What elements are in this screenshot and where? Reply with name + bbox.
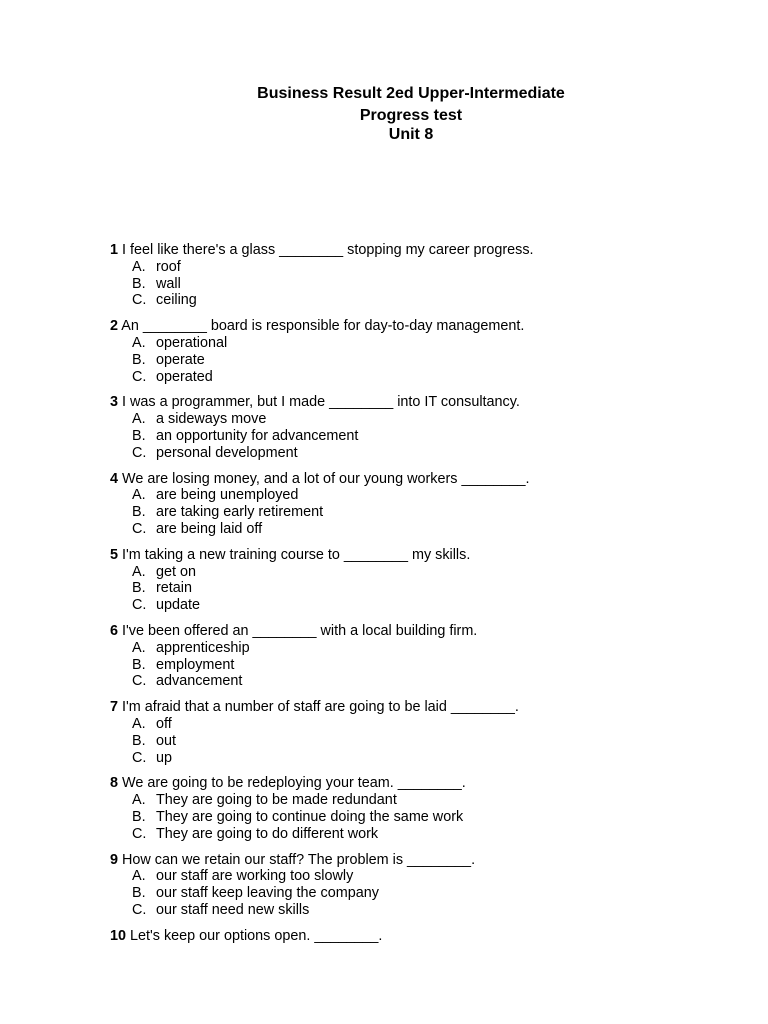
option-letter: C. <box>132 292 147 309</box>
option-text: They are going to be made redundant <box>156 792 397 809</box>
question-text: An ________ board is responsible for day-to-day management. <box>121 318 525 335</box>
answer-option <box>132 292 750 309</box>
answer-option <box>132 428 750 445</box>
option-text: operational <box>156 334 228 351</box>
question-item <box>110 394 750 461</box>
answer-option <box>132 792 750 809</box>
option-text: They are going to continue doing the same work <box>156 808 464 825</box>
question-stem <box>110 623 750 640</box>
question-stem <box>110 775 750 792</box>
document-title: Business Result 2ed Upper-Intermediate <box>257 85 565 102</box>
option-letter: A. <box>132 563 146 580</box>
option-text: our staff are working too slowly <box>156 868 354 885</box>
answer-option <box>132 276 750 293</box>
option-letter: C. <box>132 597 147 614</box>
question-text: I'm afraid that a number of staff are going to be laid ________. <box>122 699 519 716</box>
option-letter: A. <box>132 792 146 809</box>
answer-option <box>132 597 750 614</box>
question-number: 8 <box>110 775 119 792</box>
question-stem <box>110 928 750 945</box>
answer-options <box>110 335 750 385</box>
answer-option <box>132 826 750 843</box>
option-letter: B. <box>132 885 146 902</box>
question-text: We are losing money, and a lot of our young workers ________. <box>122 470 530 487</box>
option-text: are being unemployed <box>156 487 299 504</box>
option-letter: C. <box>132 520 147 537</box>
question-text: I've been offered an ________ with a local building firm. <box>122 622 478 639</box>
answer-option <box>132 487 750 504</box>
question-number: 3 <box>110 394 119 411</box>
option-text: advancement <box>156 673 243 690</box>
option-letter: B. <box>132 427 146 444</box>
answer-option <box>132 640 750 657</box>
answer-option <box>132 868 750 885</box>
question-stem <box>110 471 750 488</box>
unit-label: Unit 8 <box>388 126 434 143</box>
option-text: update <box>156 597 201 614</box>
option-text: our staff keep leaving the company <box>156 885 379 902</box>
option-text: are taking early retirement <box>156 504 324 521</box>
option-text: get on <box>156 563 197 580</box>
option-text: retain <box>156 580 192 597</box>
option-text: an opportunity for advancement <box>156 427 359 444</box>
option-letter: B. <box>132 504 146 521</box>
option-text: employment <box>156 656 235 673</box>
answer-options <box>110 716 750 766</box>
answer-option <box>132 673 750 690</box>
question-item <box>110 318 750 385</box>
option-text: up <box>156 749 173 766</box>
question-number: 1 <box>110 242 119 258</box>
answer-options <box>110 259 750 309</box>
option-letter: A. <box>132 411 146 428</box>
option-text: apprenticeship <box>156 639 250 656</box>
option-letter: C. <box>132 825 147 842</box>
answer-option <box>132 657 750 674</box>
option-letter: C. <box>132 673 147 690</box>
question-stem <box>110 852 750 869</box>
option-letter: A. <box>132 639 146 656</box>
option-text: ceiling <box>156 292 197 309</box>
option-letter: B. <box>132 351 146 368</box>
option-letter: A. <box>132 868 146 885</box>
question-text: I was a programmer, but I made ________ into IT consultancy. <box>122 394 520 411</box>
answer-options <box>110 868 750 918</box>
question-text: I'm taking a new training course to ________ my skills. <box>122 546 471 563</box>
option-letter: B. <box>132 732 146 749</box>
option-letter: C. <box>132 444 147 461</box>
answer-option <box>132 445 750 462</box>
option-text: off <box>156 715 172 732</box>
question-stem <box>110 699 750 716</box>
answer-option <box>132 504 750 521</box>
answer-option <box>132 564 750 581</box>
option-letter: B. <box>132 656 146 673</box>
option-letter: B. <box>132 275 146 292</box>
answer-option <box>132 411 750 428</box>
answer-option <box>132 733 750 750</box>
question-stem <box>110 242 750 259</box>
option-letter: C. <box>132 749 147 766</box>
answer-option <box>132 809 750 826</box>
option-text: operated <box>156 368 213 385</box>
question-stem <box>110 318 750 335</box>
answer-options <box>110 640 750 690</box>
option-letter: A. <box>132 258 146 275</box>
option-letter: C. <box>132 901 147 918</box>
option-text: personal development <box>156 444 298 461</box>
option-text: out <box>156 732 177 749</box>
option-letter: A. <box>132 334 146 351</box>
question-number: 5 <box>110 546 119 563</box>
question-item <box>110 471 750 538</box>
answer-option <box>132 750 750 767</box>
question-number: 4 <box>110 470 119 487</box>
answer-option <box>132 580 750 597</box>
question-item <box>110 547 750 614</box>
answer-option <box>132 885 750 902</box>
question-item <box>110 775 750 842</box>
answer-options <box>110 792 750 842</box>
question-text: We are going to be redeploying your team. ________. <box>122 775 466 792</box>
question-stem <box>110 547 750 564</box>
question-list <box>110 242 750 953</box>
question-item <box>110 852 750 919</box>
question-text: I feel like there's a glass ________ stopping my career progress. <box>122 242 534 258</box>
question-number: 2 <box>110 318 119 335</box>
option-text: are being laid off <box>156 520 263 537</box>
question-number: 6 <box>110 622 119 639</box>
answer-option <box>132 902 750 919</box>
answer-options <box>110 487 750 537</box>
question-item <box>110 242 750 309</box>
answer-option <box>132 259 750 276</box>
option-text: They are going to do different work <box>156 825 379 842</box>
document-header <box>0 84 768 144</box>
option-text: a sideways move <box>156 411 267 428</box>
option-text: roof <box>156 258 181 275</box>
question-number: 10 <box>110 927 127 944</box>
option-text: operate <box>156 351 205 368</box>
answer-option <box>132 521 750 538</box>
question-item <box>110 928 750 945</box>
question-item <box>110 699 750 766</box>
option-text: our staff need new skills <box>156 901 310 918</box>
answer-options <box>110 564 750 614</box>
answer-option <box>132 369 750 386</box>
question-number: 9 <box>110 851 119 868</box>
answer-option <box>132 335 750 352</box>
document-subtitle: Progress test <box>359 107 463 124</box>
question-text: Let's keep our options open. ________. <box>130 927 383 944</box>
option-text: wall <box>156 275 181 292</box>
answer-options <box>110 411 750 461</box>
question-stem <box>110 394 750 411</box>
option-letter: A. <box>132 715 146 732</box>
option-letter: B. <box>132 808 146 825</box>
question-text: How can we retain our staff? The problem is ________. <box>122 851 476 868</box>
answer-option <box>132 352 750 369</box>
option-letter: B. <box>132 580 146 597</box>
option-letter: C. <box>132 368 147 385</box>
answer-option <box>132 716 750 733</box>
option-letter: A. <box>132 487 146 504</box>
question-item <box>110 623 750 690</box>
question-number: 7 <box>110 699 119 716</box>
